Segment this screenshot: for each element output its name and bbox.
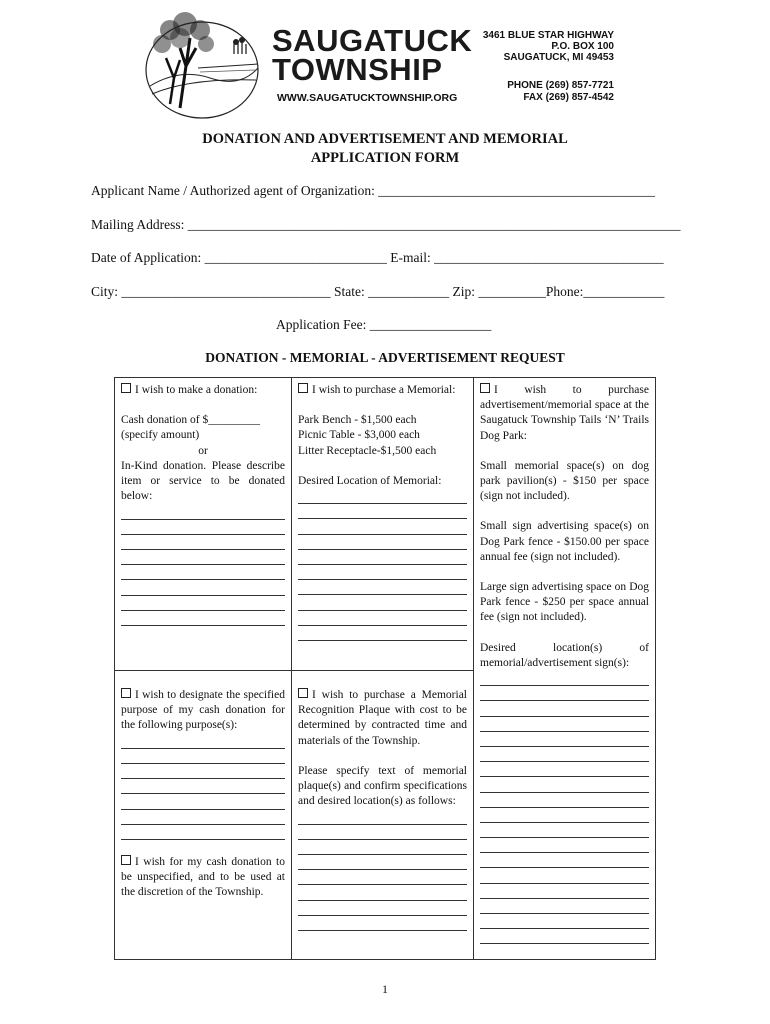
blank-line[interactable]: [298, 916, 467, 931]
blank-line[interactable]: [480, 777, 649, 792]
blank-line[interactable]: [121, 810, 285, 825]
date-email-field[interactable]: Date of Application: ___________________________ E-mail: __________________________________: [91, 250, 664, 265]
litter-receptacle-option: Litter Receptacle-$1,500 each: [298, 444, 437, 457]
blank-line[interactable]: [480, 823, 649, 838]
blank-line[interactable]: [121, 611, 285, 626]
purchase-memorial-checkbox[interactable]: [298, 383, 308, 393]
purchase-space-checkbox[interactable]: [480, 383, 490, 393]
city-state-zip-phone-field[interactable]: City: _______________________________ State: ____________ Zip: __________Phone:____________: [91, 284, 665, 299]
blank-line[interactable]: [480, 899, 649, 914]
blank-line[interactable]: [298, 825, 467, 840]
blank-line[interactable]: [480, 762, 649, 777]
blank-line[interactable]: [480, 732, 649, 747]
blank-line[interactable]: [480, 838, 649, 853]
small-sign-option: Small sign advertising space(s) on Dog Park fence - $150.00 per space annual fee (sign not included).: [480, 520, 649, 563]
address-line-3: SAUGATUCK, MI 49453: [503, 52, 614, 63]
blank-line[interactable]: [480, 884, 649, 899]
picnic-table-option: Picnic Table - $3,000 each: [298, 429, 420, 442]
inkind-lines[interactable]: [121, 504, 285, 626]
blank-line[interactable]: [480, 747, 649, 762]
designate-checkbox[interactable]: [121, 688, 131, 698]
request-heading: DONATION - MEMORIAL - ADVERTISEMENT REQUEST: [205, 350, 565, 365]
plaque-cell: [298, 688, 467, 931]
plaque-text-lines[interactable]: [298, 809, 467, 931]
blank-line[interactable]: [121, 535, 285, 550]
table-divider: [473, 377, 474, 960]
fax-number: FAX (269) 857-4542: [523, 92, 614, 103]
designate-cell: [121, 688, 285, 901]
blank-line[interactable]: [121, 565, 285, 580]
blank-line[interactable]: [480, 793, 649, 808]
blank-line[interactable]: [298, 580, 467, 595]
park-bench-option: Park Bench - $1,500 each: [298, 414, 417, 427]
or-label: or: [198, 444, 208, 457]
desired-locations-label: Desired location(s) of memorial/advertisement sign(s):: [480, 641, 649, 669]
blank-line[interactable]: [480, 808, 649, 823]
blank-line[interactable]: [480, 868, 649, 883]
mailing-address-field[interactable]: Mailing Address: _________________________________________________________________________: [91, 217, 681, 232]
blank-line[interactable]: [121, 764, 285, 779]
large-sign-option: Large sign advertising space on Dog Park fence - $250 per space annual fee (sign not included).: [480, 581, 649, 624]
blank-line[interactable]: [121, 580, 285, 595]
specify-text-label: Please specify text of memorial plaque(s) and confirm specifications and desired location(s) as follows:: [298, 764, 467, 808]
address-block: [483, 30, 614, 63]
blank-line[interactable]: [298, 489, 467, 504]
blank-line[interactable]: [298, 535, 467, 550]
blank-line[interactable]: [121, 504, 285, 519]
blank-line[interactable]: [480, 914, 649, 929]
blank-line[interactable]: [298, 595, 467, 610]
blank-line[interactable]: [298, 901, 467, 916]
designate-label: I wish to designate the specified purpose of my cash donation for the following purpose(s):: [121, 689, 285, 732]
unspecified-checkbox[interactable]: [121, 855, 131, 865]
cash-donation-field[interactable]: Cash donation of $_________: [121, 414, 260, 427]
application-fee-field[interactable]: Application Fee: __________________: [276, 317, 492, 332]
brand-line-1: SAUGATUCK: [272, 23, 473, 58]
specify-amount-label: (specify amount): [121, 429, 200, 442]
memorial-cell: [298, 383, 467, 641]
blank-line[interactable]: [121, 520, 285, 535]
dog-park-cell: [480, 383, 649, 944]
plaque-label: I wish to purchase a Memorial Recognition Plaque with cost to be determined by contracted time and materials of the Township.: [298, 689, 467, 747]
address-line-1: 3461 BLUE STAR HIGHWAY: [482, 30, 614, 41]
blank-line[interactable]: [298, 550, 467, 565]
blank-line[interactable]: [121, 825, 285, 840]
make-donation-checkbox[interactable]: [121, 383, 131, 393]
page-number: 1: [382, 982, 388, 996]
blank-line[interactable]: [480, 701, 649, 716]
blank-line[interactable]: [480, 929, 649, 944]
phone-number: PHONE (269) 857-7721: [507, 80, 614, 91]
blank-line[interactable]: [298, 840, 467, 855]
blank-line[interactable]: [298, 885, 467, 900]
blank-line[interactable]: [480, 717, 649, 732]
make-donation-label: I wish to make a donation:: [135, 384, 258, 396]
blank-line[interactable]: [121, 550, 285, 565]
blank-line[interactable]: [121, 794, 285, 809]
blank-line[interactable]: [298, 870, 467, 885]
blank-line[interactable]: [480, 853, 649, 868]
blank-line[interactable]: [121, 749, 285, 764]
table-divider: [291, 670, 473, 671]
plaque-checkbox[interactable]: [298, 688, 308, 698]
small-memorial-option: Small memorial space(s) on dog park pavilion(s) - $150 per space (sign not included).: [480, 459, 649, 503]
blank-line[interactable]: [298, 565, 467, 580]
brand-name: [272, 23, 473, 87]
blank-line[interactable]: [480, 671, 649, 686]
desired-locations-lines[interactable]: [480, 671, 649, 944]
address-line-2: P.O. BOX 100: [551, 41, 614, 52]
desired-location-lines[interactable]: [298, 489, 467, 641]
inkind-label: In-Kind donation. Please describe item or service to be donated below:: [121, 459, 285, 503]
table-divider: [114, 670, 291, 671]
unspecified-label: I wish for my cash donation to be unspecified, and to be used at the discretion of the Township.: [121, 855, 285, 899]
applicant-name-field[interactable]: Applicant Name / Authorized agent of Organization: _________________________________________: [91, 183, 656, 198]
table-divider: [291, 377, 292, 960]
form-title-line-2: APPLICATION FORM: [310, 150, 460, 166]
blank-line[interactable]: [298, 504, 467, 519]
blank-line[interactable]: [298, 519, 467, 534]
blank-line[interactable]: [298, 855, 467, 870]
blank-line[interactable]: [121, 734, 285, 749]
desired-location-label: Desired Location of Memorial:: [298, 474, 442, 487]
form-title: [0, 130, 770, 168]
purchase-space-label: I wish to purchase advertisement/memorial space at the Saugatuck Township Tails ‘N’ Trails Dog Park:: [480, 384, 649, 442]
designate-lines[interactable]: [121, 734, 285, 840]
form-title-line-1: DONATION AND ADVERTISEMENT AND MEMORIAL: [202, 131, 568, 147]
donation-cell: [121, 383, 285, 626]
blank-line[interactable]: [480, 686, 649, 701]
township-logo: [140, 8, 270, 120]
contact-block: [507, 80, 614, 104]
blank-line[interactable]: [298, 611, 467, 626]
purchase-memorial-label: I wish to purchase a Memorial:: [312, 384, 456, 396]
blank-line[interactable]: [121, 596, 285, 611]
brand-line-2: TOWNSHIP: [272, 52, 443, 87]
blank-line[interactable]: [121, 779, 285, 794]
website-link[interactable]: WWW.SAUGATUCKTOWNSHIP.ORG: [277, 92, 458, 104]
blank-line[interactable]: [298, 809, 467, 824]
blank-line[interactable]: [298, 626, 467, 641]
